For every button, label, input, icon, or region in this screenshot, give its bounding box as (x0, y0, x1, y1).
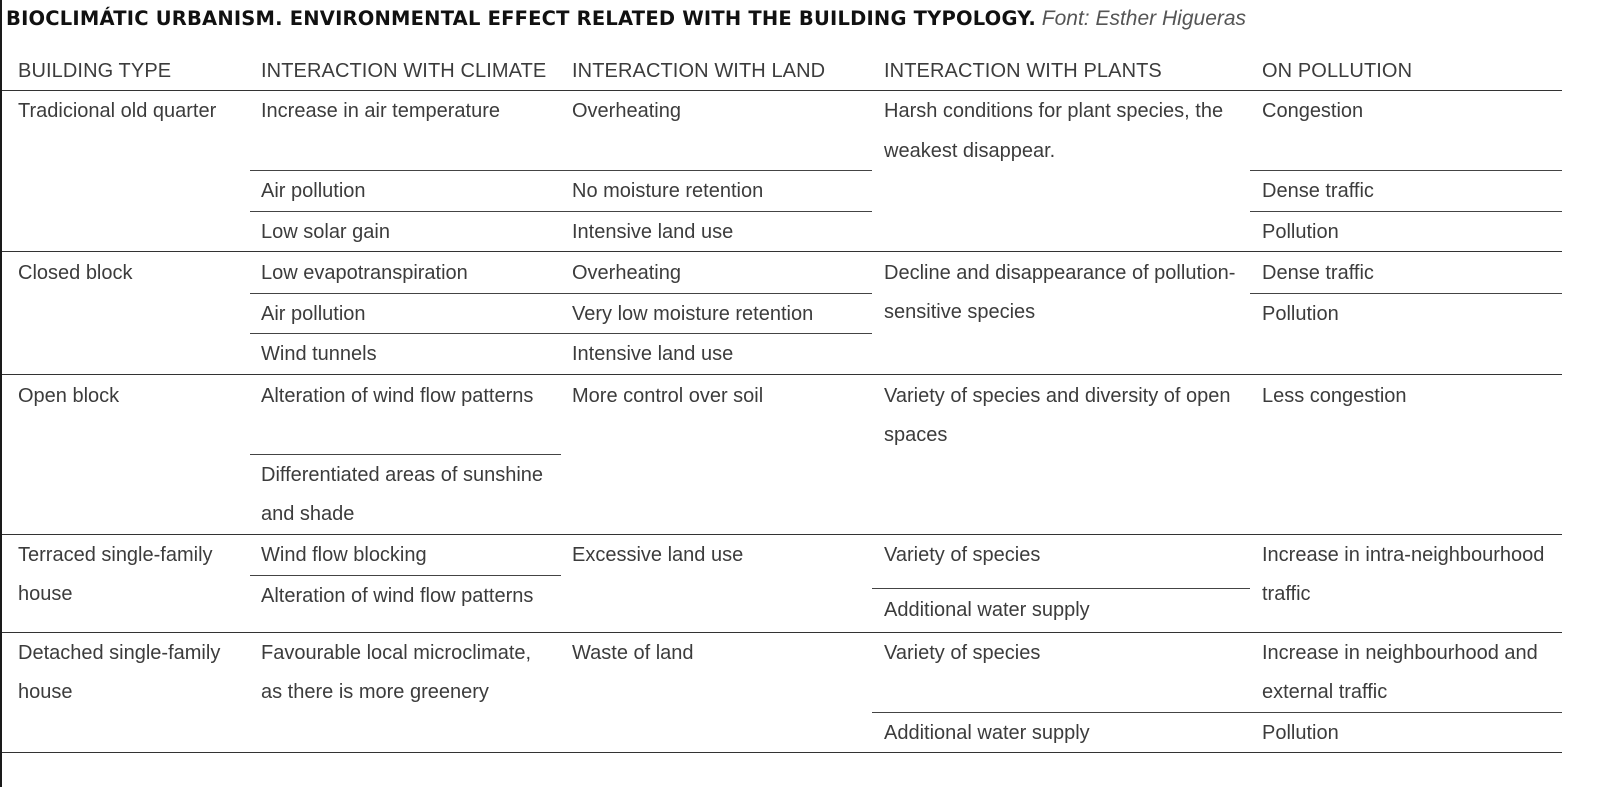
page-title (6, 6, 1246, 32)
header-climate: INTERACTION WITH CLIMATE (261, 60, 547, 82)
plants-cell: Decline and disappearance of pollution- (884, 262, 1236, 284)
building-type-cell: house (18, 681, 73, 703)
table-source: Font: Esther Higueras (1041, 7, 1247, 30)
building-type-cell: Open block (18, 385, 120, 407)
sub-rule (1250, 293, 1562, 294)
sub-rule (250, 211, 872, 212)
climate-cell: Differentiated areas of sunshine (261, 464, 544, 486)
pollution-cell: Increase in neighbourhood and (1262, 642, 1538, 664)
climate-cell: Favourable local microclimate, (261, 642, 532, 664)
sub-rule (872, 712, 1562, 713)
plants-cell: Harsh conditions for plant species, the (884, 100, 1224, 122)
climate-cell: Air pollution (261, 303, 366, 325)
pollution-cell: Increase in intra-neighbourhood (1262, 544, 1545, 566)
pollution-cell: Dense traffic (1262, 180, 1374, 202)
climate-cell: Alteration of wind flow patterns (261, 385, 534, 407)
pollution-cell: Pollution (1262, 303, 1339, 325)
sub-rule (250, 170, 872, 171)
header-building-type: BUILDING TYPE (18, 60, 172, 82)
plants-cell: sensitive species (884, 301, 1036, 323)
plants-cell: Variety of species (884, 642, 1041, 664)
land-cell: Waste of land (572, 642, 694, 664)
land-cell: More control over soil (572, 385, 764, 407)
pollution-cell: Dense traffic (1262, 262, 1374, 284)
land-cell: No moisture retention (572, 180, 764, 202)
land-cell: Overheating (572, 100, 681, 122)
climate-cell: Wind flow blocking (261, 544, 427, 566)
building-type-cell: Tradicional old quarter (18, 100, 217, 122)
climate-cell: Increase in air temperature (261, 100, 501, 122)
header-land: INTERACTION WITH LAND (572, 60, 826, 82)
climate-cell: as there is more greenery (261, 681, 489, 703)
climate-cell: Alteration of wind flow patterns (261, 585, 534, 607)
plants-cell: Variety of species and diversity of open (884, 385, 1231, 407)
header-plants: INTERACTION WITH PLANTS (884, 60, 1162, 82)
climate-cell: and shade (261, 503, 355, 525)
row-rule (2, 534, 1562, 535)
sub-rule (872, 588, 1250, 589)
sub-rule (250, 575, 561, 576)
plants-cell: Additional water supply (884, 722, 1090, 744)
pollution-cell: traffic (1262, 583, 1311, 605)
plants-cell: weakest disappear. (884, 140, 1056, 162)
climate-cell: Low evapotranspiration (261, 262, 468, 284)
plants-cell: Additional water supply (884, 599, 1090, 621)
building-type-cell: Closed block (18, 262, 133, 284)
header-rule (2, 90, 1562, 91)
sub-rule (250, 454, 561, 455)
plants-cell: Variety of species (884, 544, 1041, 566)
plants-cell: spaces (884, 424, 948, 446)
climate-cell: Air pollution (261, 180, 366, 202)
climate-cell: Wind tunnels (261, 343, 377, 365)
pollution-cell: Pollution (1262, 722, 1339, 744)
building-type-cell: Terraced single-family (18, 544, 213, 566)
header-pollution: ON POLLUTION (1262, 60, 1413, 82)
climate-cell: Low solar gain (261, 221, 390, 243)
pollution-cell: Congestion (1262, 100, 1364, 122)
table-title: BIOCLIMÁTIC URBANISM. ENVIRONMENTAL EFFECT RELATED WITH THE BUILDING TYPOLOGY. (6, 7, 1036, 30)
pollution-cell: external traffic (1262, 681, 1388, 703)
pollution-cell: Less congestion (1262, 385, 1407, 407)
building-type-cell: house (18, 583, 73, 605)
building-type-cell: Detached single-family (18, 642, 221, 664)
row-rule (2, 632, 1562, 633)
land-cell: Excessive land use (572, 544, 744, 566)
sub-rule (1250, 211, 1562, 212)
land-cell: Intensive land use (572, 343, 734, 365)
sub-rule (250, 293, 872, 294)
land-cell: Very low moisture retention (572, 303, 814, 325)
pollution-cell: Pollution (1262, 221, 1339, 243)
land-cell: Intensive land use (572, 221, 734, 243)
row-rule (2, 374, 1562, 375)
sub-rule (1250, 170, 1562, 171)
left-border (0, 0, 2, 787)
land-cell: Overheating (572, 262, 681, 284)
